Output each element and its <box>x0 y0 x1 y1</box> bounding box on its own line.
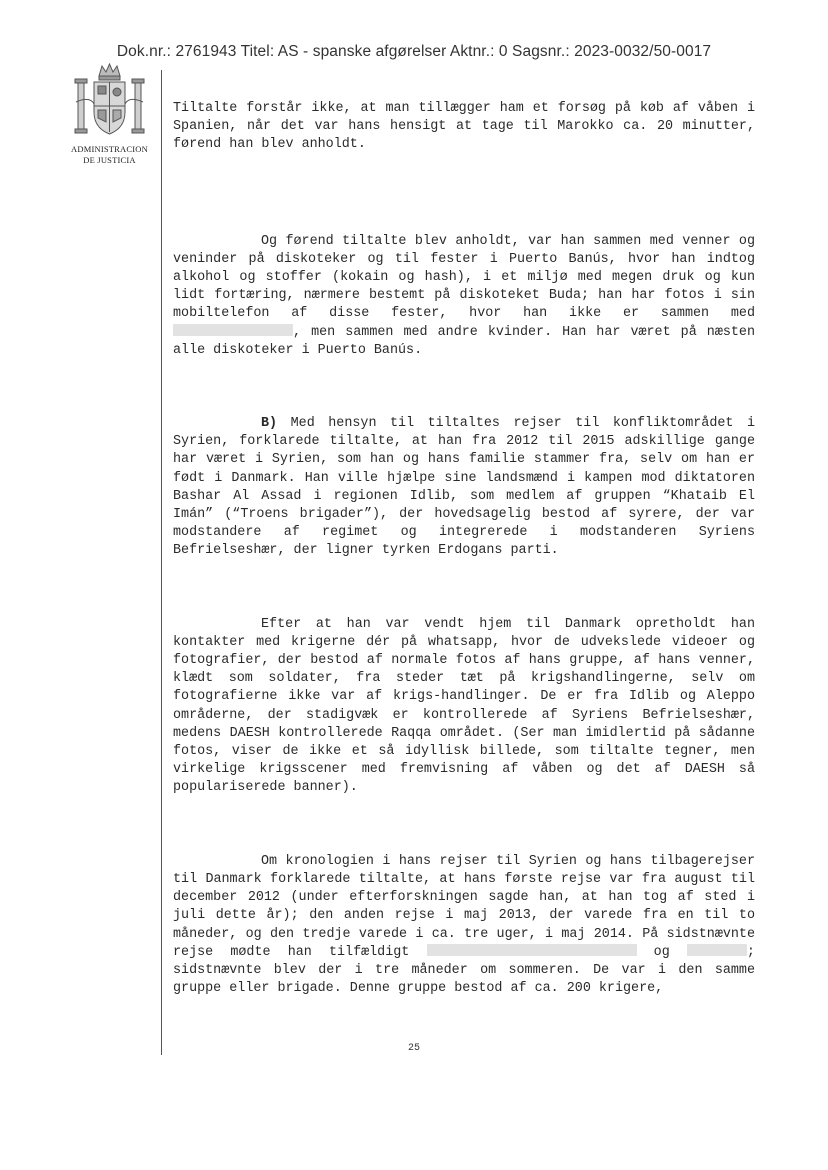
document-body <box>173 100 755 998</box>
paragraph-2-text-a: Og førend tiltalte blev anholdt, var han sammen med venner og veninder på diskoteker og til fester i Puerto Banús, hvor han indtog alkohol og stoffer (kokain og hash), i et miljø med megen druk og kun lidt fortæring, nærmere bestemt på diskoteket Buda; han har fotos i sin mobiltelefon af disse fester, hvor han ikke er sammen med <box>173 233 755 322</box>
paragraph-5 <box>173 853 755 999</box>
redaction-block <box>173 324 293 336</box>
paragraph-3-text: Med hensyn til tiltaltes rejser til konfliktområdet i Syrien, forklarede tiltalte, at han fra 2012 til 2015 adskillige gange har været i Syrien, som han og hans familie stammer fra, selv om han er født i Danmark. Han ville hjælpe sine landsmænd i kampen mod diktatoren Bashar Al Assad i regionen Idlib, som medlem af gruppen “Khataib El Imán” (“Troens brigader”), der hovedsagelig bestod af syrere, der var modstandere af regimet og integrerede i modstanderen Syriens Befrielseshær, der ligner tyrken Erdogans parti. <box>173 416 755 559</box>
margin-rule <box>161 70 162 1055</box>
paragraph-5-text-a: Om kronologien i hans rejser til Syrien og hans tilbagerejser til Danmark forklarede tiltalte, at hans første rejse var fra august til december 2012 (under efterforskningen sagde han, at han tog af sted i juli dette år); den anden rejse i maj 2013, der varede fra en til to måneder, og den tredje varede i ca. tre uger, i maj 2014. På sidstnævnte rejse mødte han tilfældigt <box>173 853 755 960</box>
paragraph-1-text: Tiltalte forstår ikke, at man tillægger ham et forsøg på køb af våben i Spanien, når det var hans hensigt at tage til Marokko ca. 20 minutter, førend han blev anholdt. <box>173 101 755 153</box>
coat-of-arms-icon <box>72 62 147 144</box>
paragraph-1 <box>173 100 755 155</box>
redaction-block <box>687 944 747 956</box>
paragraph-4 <box>173 616 755 798</box>
paragraph-2-text-b: , men sammen med andre kvinder. Han har været på næsten alle diskoteker i Puerto Banús. <box>173 324 755 358</box>
paragraph-3 <box>173 415 755 561</box>
paragraph-4-text: Efter at han var vendt hjem til Danmark opretholdt han kontakter med krigerne dér på whatsapp, hvor de udvekslede videoer og fotografier, der bestod af normale fotos af hans gruppe, af hans venner, klædt som soldater, fra steder tæt på krigshandlingerne, selv om fotografierne ikke var af krigs-handlinger. De er fra Idlib og Aleppo områderne, der stadigvæk er kontrollerede af Syriens Befrielseshær, medens DAESH kontrollerede Raqqa området. (Ser man imidlertid på sådanne fotos, viser de ikke et så idyllisk billede, som tiltalte tegner, men virkelige krigsscener med fremvisning af våben og det af DAESH så populariserede banner). <box>173 616 755 796</box>
redaction-block <box>427 944 637 956</box>
emblem-caption-line1: ADMINISTRACION <box>71 144 148 154</box>
document-header: Dok.nr.: 2761943 Titel: AS - spanske afgørelser Aktnr.: 0 Sagsnr.: 2023-0032/50-0017 <box>116 43 712 60</box>
paragraph-5-text-c: ; sidstnævnte blev der i tre måneder om sommeren. De var i den samme gruppe eller brigade. Denne gruppe bestod af ca. 200 krigere, <box>173 944 755 997</box>
section-label-b: B) <box>261 416 278 432</box>
emblem-caption-line2: DE JUSTICIA <box>83 155 136 165</box>
paragraph-2 <box>173 233 755 360</box>
paragraph-5-text-b: og <box>653 944 670 960</box>
page-number: 25 <box>407 1043 420 1054</box>
coat-of-arms-emblem <box>62 62 157 172</box>
